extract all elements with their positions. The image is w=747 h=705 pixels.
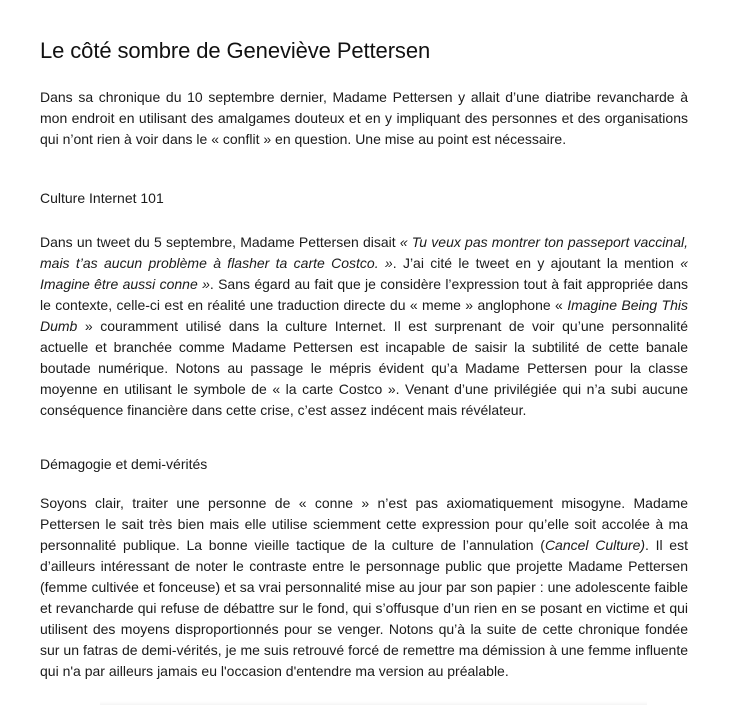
meme-title-text: Imagine Being This Dumb: [40, 297, 689, 334]
text-run: Soyons clair, traiter une personne de « conne » n’est pas axiomatiquement misogyne. Madame Pettersen le sait très bien mais elle utilise sciemment cette expression pour qu’elle soit accolée à ma personnalité publique. La bonne vieille tactique de la culture de l’annulation (: [40, 495, 688, 553]
text-run: » couramment utilisé dans la culture Internet. Il est surprenant de voir qu’une personnalité actuelle et branchée comme Madame Pettersen est incapable de saisir la subtilité de cette banale boutade numérique. Notons au passage le mépris évident qu’a Madame Pettersen pour la classe moyenne en utilisant le symbole de « la carte Costco ». Venant d’une privilégiée qui n’a subi aucune conséquence financière dans cette crise, c’est assez indécent mais révélateur.: [40, 318, 688, 418]
intro-text: Dans sa chronique du 10 septembre dernier, Madame Pettersen y allait d’une diatribe revancharde à mon endroit en utilisant des amalgames douteux et en y impliquant des personnes et des organisations qui n’ont rien à voir dans le « conflit » en question. Une mise au point est nécessaire.: [40, 89, 688, 147]
text-run: Dans un tweet du 5 septembre, Madame Pettersen disait: [40, 234, 400, 250]
culture-internet-paragraph: [40, 232, 688, 421]
page-bottom-shadow: [100, 701, 647, 705]
cancel-culture-text: Cancel Culture): [544, 537, 646, 553]
intro-paragraph: [40, 87, 688, 150]
text-run: . J’ai cité le tweet en y ajoutant la mention: [392, 255, 681, 271]
text-run: . Sans égard au fait que je considère l’expression tout à fait appropriée dans le contexte, celle-ci est en réalité une traduction directe du « meme » anglophone «: [40, 276, 688, 313]
section-heading-culture-internet: Culture Internet 101: [40, 190, 164, 206]
text-run: . Il est d’ailleurs intéressant de noter le contraste entre le personnage public que projette Madame Pettersen (femme cultivée et fonceuse) et sa vrai personnalité mise au jour par son papier : une adolescente faible et revancharde qui refuse de débattre sur le fond, qui s’offusque d’un rien en se posant en victime et qui utilisent des moyens disproportionnés pour se venger. Notons qu’à la suite de cette chronique fondée sur un fatras de demi-vérités, je me suis retrouvé forcé de remettre ma démission à une femme influente qui n'a par ailleurs jamais eu l'occasion d'entendre ma version au préalable.: [40, 537, 688, 679]
quoted-mention-text: « Imagine être aussi conne »: [40, 255, 688, 292]
demagogie-paragraph: [40, 493, 688, 682]
document-title: Le côté sombre de Geneviève Pettersen: [40, 38, 431, 63]
section-heading-demagogie: Démagogie et demi-vérités: [40, 456, 208, 472]
quoted-tweet-text: « Tu veux pas montrer ton passeport vaccinal, mais t’as aucun problème à flasher ta carte Costco. »: [40, 234, 688, 271]
